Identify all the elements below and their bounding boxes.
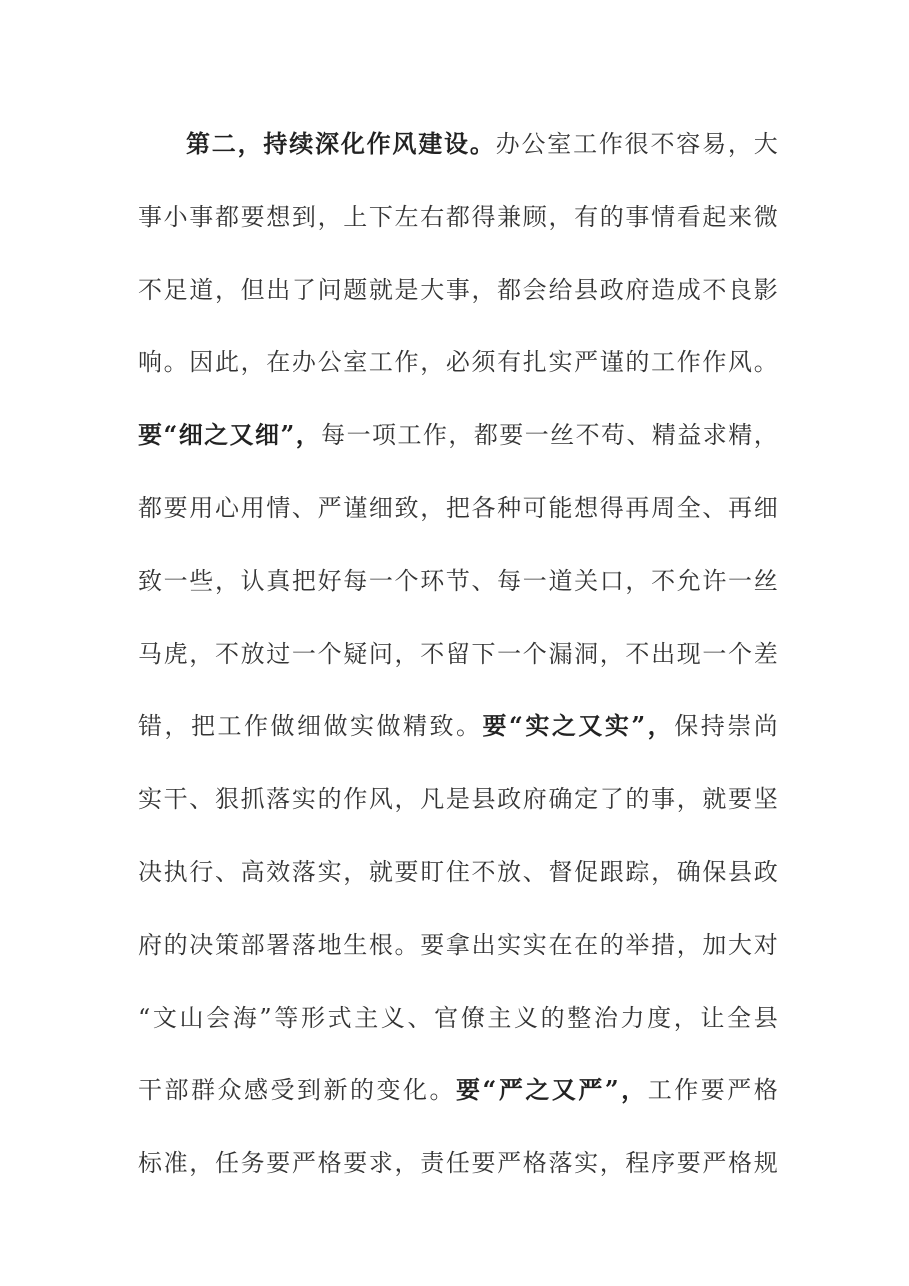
text-run: 府的决策部署落地生根。要拿出实实在在的举措，加大对 <box>138 930 778 959</box>
text-line <box>138 486 778 559</box>
text-line <box>138 996 778 1069</box>
text-run: 办公室工作很不容易，大 <box>495 130 778 158</box>
text-run: 响。因此，在办公室工作，必须有扎实严谨的工作作风。 <box>138 348 778 377</box>
text-run: 实干、狠抓落实的作风，凡是县政府确定了的事，就要坚 <box>138 785 778 814</box>
text-run: 都要用心用情、严谨细致，把各种可能想得再周全、再细 <box>138 493 778 522</box>
text-run: 干部群众感受到新的变化。 <box>138 1076 457 1105</box>
text-line <box>138 268 778 341</box>
text-line <box>138 777 778 850</box>
text-run: 错，把工作做细做实做精致。 <box>138 712 483 741</box>
text-line <box>138 632 778 705</box>
text-run: 马虎，不放过一个疑问，不留下一个漏洞，不出现一个差 <box>138 639 778 668</box>
bold-phrase: 第二，持续深化作风建设。 <box>186 129 496 158</box>
bold-phrase: 要“严之又严”， <box>456 1075 648 1105</box>
text-run: 事小事都要想到，上下左右都得兼顾，有的事情看起来微 <box>138 202 778 231</box>
text-run: 不足道，但出了问题就是大事，都会给县政府造成不良影 <box>138 275 778 304</box>
text-line <box>138 559 778 632</box>
text-line <box>138 122 778 195</box>
text-line <box>138 1068 778 1141</box>
text-line <box>138 413 778 486</box>
text-run: 决执行、高效落实，就要盯住不放、督促跟踪，确保县政 <box>138 857 778 886</box>
text-run: 每一项工作，都要一丝不苟、精益求精， <box>321 421 778 450</box>
text-run: 保持崇尚 <box>674 712 778 741</box>
bold-phrase: 要“实之又实”， <box>482 711 675 741</box>
text-line <box>138 195 778 268</box>
text-line <box>138 850 778 923</box>
text-line <box>138 340 778 413</box>
text-run: 致一些，认真把好每一个环节、每一道关口，不允许一丝 <box>138 566 778 595</box>
text-run: 标准，任务要严格要求，责任要严格落实，程序要严格规 <box>138 1149 778 1178</box>
body-text <box>138 122 778 1214</box>
text-line <box>138 1141 778 1214</box>
bold-phrase: 要“细之又细”， <box>138 420 322 450</box>
text-run: 工作要严格 <box>647 1076 778 1105</box>
text-line <box>138 704 778 777</box>
text-run: “文山会海”等形式主义、官僚主义的整治力度，让全县 <box>138 1003 778 1032</box>
text-line <box>138 923 778 996</box>
